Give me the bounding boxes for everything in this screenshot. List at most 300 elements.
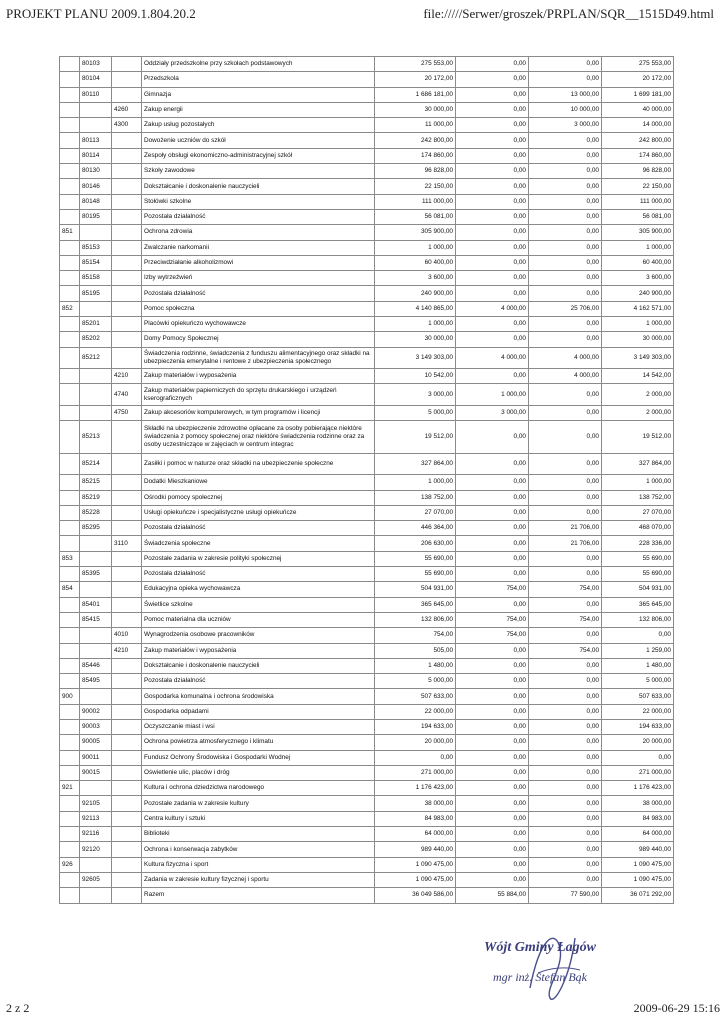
table-row <box>60 317 674 332</box>
rozdzial-cell: 85215 <box>80 475 112 490</box>
dzial-cell <box>60 842 80 857</box>
paragraf-cell: 4210 <box>112 643 142 658</box>
zmniejszenie-cell: 0,00 <box>456 453 529 475</box>
paragraf-cell <box>112 133 142 148</box>
zwiekszenie-cell: 0,00 <box>529 872 602 887</box>
paragraf-cell <box>112 689 142 704</box>
zwiekszenie-cell: 0,00 <box>529 209 602 224</box>
paragraf-cell <box>112 888 142 903</box>
plan-po-zmianach-cell: 3 600,00 <box>602 271 674 286</box>
rozdzial-cell: 90003 <box>80 719 112 734</box>
rozdzial-cell <box>80 405 112 420</box>
plan-cell: 5 000,00 <box>375 405 456 420</box>
zmniejszenie-cell: 0,00 <box>456 102 529 117</box>
plan-po-zmianach-cell: 20 000,00 <box>602 735 674 750</box>
dzial-cell <box>60 179 80 194</box>
zwiekszenie-cell: 4 000,00 <box>529 347 602 369</box>
zmniejszenie-cell: 0,00 <box>456 857 529 872</box>
paragraf-cell <box>112 490 142 505</box>
plan-po-zmianach-cell: 275 553,00 <box>602 57 674 72</box>
paragraf-cell <box>112 255 142 270</box>
dzial-cell <box>60 888 80 903</box>
plan-po-zmianach-cell: 22 000,00 <box>602 704 674 719</box>
paragraf-cell <box>112 765 142 780</box>
dzial-cell <box>60 271 80 286</box>
table-row <box>60 133 674 148</box>
plan-po-zmianach-cell: 327 864,00 <box>602 453 674 475</box>
zwiekszenie-cell: 754,00 <box>529 612 602 627</box>
zmniejszenie-cell: 0,00 <box>456 551 529 566</box>
table-row <box>60 209 674 224</box>
dzial-cell <box>60 674 80 689</box>
plan-cell: 111 000,00 <box>375 194 456 209</box>
table-row <box>60 179 674 194</box>
table-row <box>60 765 674 780</box>
dzial-cell <box>60 118 80 133</box>
plan-po-zmianach-cell: 84 983,00 <box>602 811 674 826</box>
nazwa-cell: Zakup usług pozostałych <box>142 118 375 133</box>
zwiekszenie-cell: 21 706,00 <box>529 536 602 551</box>
rozdzial-cell <box>80 225 112 240</box>
rozdzial-cell: 80113 <box>80 133 112 148</box>
dzial-cell <box>60 453 80 475</box>
dzial-cell <box>60 255 80 270</box>
zmniejszenie-cell: 0,00 <box>456 750 529 765</box>
zwiekszenie-cell: 0,00 <box>529 194 602 209</box>
zwiekszenie-cell: 13 000,00 <box>529 87 602 102</box>
plan-cell: 55 690,00 <box>375 567 456 582</box>
zwiekszenie-cell: 0,00 <box>529 857 602 872</box>
dzial-cell <box>60 384 80 406</box>
table-row <box>60 796 674 811</box>
zwiekszenie-cell: 0,00 <box>529 225 602 240</box>
zmniejszenie-cell: 0,00 <box>456 643 529 658</box>
zwiekszenie-cell: 0,00 <box>529 719 602 734</box>
rozdzial-cell: 85201 <box>80 317 112 332</box>
zmniejszenie-cell: 55 884,00 <box>456 888 529 903</box>
plan-cell: 19 512,00 <box>375 421 456 454</box>
zwiekszenie-cell: 0,00 <box>529 164 602 179</box>
zmniejszenie-cell: 754,00 <box>456 612 529 627</box>
plan-cell: 507 633,00 <box>375 689 456 704</box>
plan-po-zmianach-cell: 1 090 475,00 <box>602 857 674 872</box>
zmniejszenie-cell: 0,00 <box>456 872 529 887</box>
plan-cell: 84 983,00 <box>375 811 456 826</box>
zmniejszenie-cell: 0,00 <box>456 765 529 780</box>
table-row <box>60 490 674 505</box>
dzial-cell <box>60 612 80 627</box>
plan-cell: 64 000,00 <box>375 827 456 842</box>
dzial-cell <box>60 643 80 658</box>
table-row <box>60 674 674 689</box>
plan-cell: 56 081,00 <box>375 209 456 224</box>
plan-po-zmianach-cell: 138 752,00 <box>602 490 674 505</box>
zmniejszenie-cell: 0,00 <box>456 597 529 612</box>
nazwa-cell: Zasiłki i pomoc w naturze oraz składki na ubezpieczenie społeczne <box>142 453 375 475</box>
zmniejszenie-cell: 0,00 <box>456 827 529 842</box>
table-row <box>60 781 674 796</box>
rozdzial-cell: 90005 <box>80 735 112 750</box>
zmniejszenie-cell: 0,00 <box>456 286 529 301</box>
dzial-cell <box>60 164 80 179</box>
zmniejszenie-cell: 0,00 <box>456 811 529 826</box>
plan-po-zmianach-cell: 27 070,00 <box>602 505 674 520</box>
plan-po-zmianach-cell: 4 162 571,00 <box>602 301 674 316</box>
dzial-cell: 851 <box>60 225 80 240</box>
table-row <box>60 612 674 627</box>
zwiekszenie-cell: 0,00 <box>529 505 602 520</box>
zwiekszenie-cell: 77 590,00 <box>529 888 602 903</box>
table-row <box>60 102 674 117</box>
table-row <box>60 872 674 887</box>
zmniejszenie-cell: 0,00 <box>456 674 529 689</box>
rozdzial-cell: 80146 <box>80 179 112 194</box>
rozdzial-cell: 92105 <box>80 796 112 811</box>
zwiekszenie-cell: 0,00 <box>529 827 602 842</box>
dzial-cell <box>60 872 80 887</box>
plan-po-zmianach-cell: 1 000,00 <box>602 240 674 255</box>
table-row <box>60 888 674 903</box>
table-row <box>60 384 674 406</box>
dzial-cell <box>60 57 80 72</box>
zmniejszenie-cell: 0,00 <box>456 332 529 347</box>
zwiekszenie-cell: 21 706,00 <box>529 521 602 536</box>
table-row <box>60 225 674 240</box>
paragraf-cell <box>112 179 142 194</box>
dzial-cell <box>60 347 80 369</box>
dzial-cell <box>60 490 80 505</box>
dzial-cell <box>60 421 80 454</box>
table-row <box>60 689 674 704</box>
nazwa-cell: Kultura fizyczna i sport <box>142 857 375 872</box>
plan-po-zmianach-cell: 507 633,00 <box>602 689 674 704</box>
table-row <box>60 286 674 301</box>
table-row <box>60 536 674 551</box>
plan-po-zmianach-cell: 64 000,00 <box>602 827 674 842</box>
table-row <box>60 551 674 566</box>
paragraf-cell <box>112 347 142 369</box>
paragraf-cell: 3110 <box>112 536 142 551</box>
rozdzial-cell: 85415 <box>80 612 112 627</box>
plan-po-zmianach-cell: 989 440,00 <box>602 842 674 857</box>
dzial-cell <box>60 750 80 765</box>
zmniejszenie-cell: 3 000,00 <box>456 405 529 420</box>
paragraf-cell <box>112 827 142 842</box>
nazwa-cell: Kultura i ochrona dziedzictwa narodowego <box>142 781 375 796</box>
zwiekszenie-cell: 0,00 <box>529 271 602 286</box>
table-row <box>60 567 674 582</box>
zmniejszenie-cell: 0,00 <box>456 521 529 536</box>
zmniejszenie-cell: 0,00 <box>456 842 529 857</box>
zmniejszenie-cell: 0,00 <box>456 369 529 384</box>
plan-cell: 1 000,00 <box>375 475 456 490</box>
zmniejszenie-cell: 0,00 <box>456 658 529 673</box>
rozdzial-cell <box>80 857 112 872</box>
nazwa-cell: Świadczenia rodzinne, świadczenia z funduszu alimentacyjnego oraz składki na ubezpieczenia emerytalne i rentowe z ubezpieczenia społecznego <box>142 347 375 369</box>
nazwa-cell: Pozostała działalność <box>142 674 375 689</box>
plan-cell: 96 828,00 <box>375 164 456 179</box>
nazwa-cell: Przedszkola <box>142 72 375 87</box>
dzial-cell <box>60 332 80 347</box>
zmniejszenie-cell: 0,00 <box>456 317 529 332</box>
zwiekszenie-cell: 0,00 <box>529 453 602 475</box>
nazwa-cell: Dowożenie uczniów do szkół <box>142 133 375 148</box>
rozdzial-cell: 85214 <box>80 453 112 475</box>
dzial-cell <box>60 148 80 163</box>
plan-cell: 1 000,00 <box>375 240 456 255</box>
rozdzial-cell: 85153 <box>80 240 112 255</box>
plan-cell: 242 800,00 <box>375 133 456 148</box>
table-row <box>60 475 674 490</box>
plan-po-zmianach-cell: 240 900,00 <box>602 286 674 301</box>
header-document-title: PROJEKT PLANU 2009.1.804.20.2 <box>6 6 196 21</box>
paragraf-cell <box>112 842 142 857</box>
plan-po-zmianach-cell: 14 000,00 <box>602 118 674 133</box>
rozdzial-cell: 85213 <box>80 421 112 454</box>
nazwa-cell: Zwalczanie narkomanii <box>142 240 375 255</box>
rozdzial-cell <box>80 781 112 796</box>
zmniejszenie-cell: 0,00 <box>456 704 529 719</box>
zwiekszenie-cell: 0,00 <box>529 255 602 270</box>
zmniejszenie-cell: 0,00 <box>456 475 529 490</box>
dzial-cell <box>60 369 80 384</box>
plan-cell: 5 000,00 <box>375 674 456 689</box>
plan-cell: 30 000,00 <box>375 102 456 117</box>
plan-po-zmianach-cell: 30 000,00 <box>602 332 674 347</box>
zwiekszenie-cell: 0,00 <box>529 475 602 490</box>
plan-cell: 505,00 <box>375 643 456 658</box>
nazwa-cell: Zakup materiałów i wyposażenia <box>142 369 375 384</box>
plan-cell: 0,00 <box>375 750 456 765</box>
rozdzial-cell <box>80 369 112 384</box>
table-row <box>60 164 674 179</box>
plan-cell: 3 000,00 <box>375 384 456 406</box>
nazwa-cell: Oczyszczanie miast i wsi <box>142 719 375 734</box>
rozdzial-cell: 90002 <box>80 704 112 719</box>
rozdzial-cell <box>80 536 112 551</box>
zwiekszenie-cell: 0,00 <box>529 317 602 332</box>
nazwa-cell: Pozostałe zadania w zakresie polityki społecznej <box>142 551 375 566</box>
zmniejszenie-cell: 754,00 <box>456 582 529 597</box>
rozdzial-cell <box>80 628 112 643</box>
plan-po-zmianach-cell: 174 860,00 <box>602 148 674 163</box>
plan-po-zmianach-cell: 111 000,00 <box>602 194 674 209</box>
nazwa-cell: Pomoc społeczna <box>142 301 375 316</box>
rozdzial-cell: 85158 <box>80 271 112 286</box>
rozdzial-cell: 85401 <box>80 597 112 612</box>
table-row <box>60 118 674 133</box>
plan-po-zmianach-cell: 55 690,00 <box>602 567 674 582</box>
paragraf-cell <box>112 475 142 490</box>
table-row <box>60 347 674 369</box>
plan-cell: 3 600,00 <box>375 271 456 286</box>
plan-cell: 11 000,00 <box>375 118 456 133</box>
table-row <box>60 72 674 87</box>
rozdzial-cell <box>80 102 112 117</box>
rozdzial-cell: 80195 <box>80 209 112 224</box>
paragraf-cell <box>112 719 142 734</box>
plan-cell: 1 176 423,00 <box>375 781 456 796</box>
rozdzial-cell: 92116 <box>80 827 112 842</box>
paragraf-cell <box>112 857 142 872</box>
plan-po-zmianach-cell: 22 150,00 <box>602 179 674 194</box>
nazwa-cell: Składki na ubezpieczenie zdrowotne opłacane za osoby pobierające niektóre świadczenia z pomocy społecznej oraz niektóre świadczenia rodzinne oraz za osoby uczestniczące w zajęciach w centrum integrac <box>142 421 375 454</box>
paragraf-cell <box>112 582 142 597</box>
paragraf-cell <box>112 164 142 179</box>
plan-cell: 275 553,00 <box>375 57 456 72</box>
plan-cell: 27 070,00 <box>375 505 456 520</box>
rozdzial-cell: 80104 <box>80 72 112 87</box>
plan-po-zmianach-cell: 96 828,00 <box>602 164 674 179</box>
paragraf-cell <box>112 72 142 87</box>
plan-cell: 22 150,00 <box>375 179 456 194</box>
dzial-cell <box>60 505 80 520</box>
plan-cell: 206 630,00 <box>375 536 456 551</box>
paragraf-cell <box>112 209 142 224</box>
paragraf-cell: 4260 <box>112 102 142 117</box>
dzial-cell <box>60 317 80 332</box>
zwiekszenie-cell: 0,00 <box>529 628 602 643</box>
dzial-cell <box>60 597 80 612</box>
nazwa-cell: Dokształcanie i doskonalenie nauczycieli <box>142 179 375 194</box>
zwiekszenie-cell: 0,00 <box>529 405 602 420</box>
dzial-cell: 921 <box>60 781 80 796</box>
zmniejszenie-cell: 0,00 <box>456 255 529 270</box>
nazwa-cell: Pomoc materialna dla uczniów <box>142 612 375 627</box>
table-row <box>60 658 674 673</box>
zwiekszenie-cell: 0,00 <box>529 57 602 72</box>
nazwa-cell: Świetlice szkolne <box>142 597 375 612</box>
plan-po-zmianach-cell: 36 071 292,00 <box>602 888 674 903</box>
plan-cell: 1 480,00 <box>375 658 456 673</box>
zmniejszenie-cell: 4 000,00 <box>456 347 529 369</box>
paragraf-cell <box>112 781 142 796</box>
plan-cell: 132 806,00 <box>375 612 456 627</box>
nazwa-cell: Zakup akcesoriów komputerowych, w tym programów i licencji <box>142 405 375 420</box>
rozdzial-cell: 85219 <box>80 490 112 505</box>
nazwa-cell: Edukacyjna opieka wychowawcza <box>142 582 375 597</box>
paragraf-cell: 4750 <box>112 405 142 420</box>
nazwa-cell: Oświetlenie ulic, placów i dróg <box>142 765 375 780</box>
nazwa-cell: Wynagrodzenia osobowe pracowników <box>142 628 375 643</box>
nazwa-cell: Pozostała działalność <box>142 286 375 301</box>
plan-cell: 754,00 <box>375 628 456 643</box>
zmniejszenie-cell: 0,00 <box>456 536 529 551</box>
table-row <box>60 750 674 765</box>
dzial-cell <box>60 475 80 490</box>
table-row <box>60 842 674 857</box>
rozdzial-cell: 85195 <box>80 286 112 301</box>
signature-title: Wójt Gminy Łagów <box>483 940 596 955</box>
zmniejszenie-cell: 0,00 <box>456 209 529 224</box>
paragraf-cell <box>112 225 142 240</box>
table-row <box>60 194 674 209</box>
table-row <box>60 735 674 750</box>
zwiekszenie-cell: 754,00 <box>529 582 602 597</box>
dzial-cell: 854 <box>60 582 80 597</box>
zmniejszenie-cell: 0,00 <box>456 240 529 255</box>
plan-po-zmianach-cell: 1 176 423,00 <box>602 781 674 796</box>
zmniejszenie-cell: 0,00 <box>456 567 529 582</box>
plan-cell: 10 542,00 <box>375 369 456 384</box>
plan-cell: 989 440,00 <box>375 842 456 857</box>
dzial-cell <box>60 87 80 102</box>
dzial-cell: 926 <box>60 857 80 872</box>
plan-po-zmianach-cell: 305 900,00 <box>602 225 674 240</box>
plan-po-zmianach-cell: 271 000,00 <box>602 765 674 780</box>
dzial-cell <box>60 521 80 536</box>
nazwa-cell: Biblioteki <box>142 827 375 842</box>
plan-po-zmianach-cell: 0,00 <box>602 628 674 643</box>
paragraf-cell <box>112 735 142 750</box>
rozdzial-cell <box>80 643 112 658</box>
nazwa-cell: Zadania w zakresie kultury fizycznej i sportu <box>142 872 375 887</box>
zwiekszenie-cell: 0,00 <box>529 551 602 566</box>
zwiekszenie-cell: 0,00 <box>529 133 602 148</box>
plan-cell: 174 860,00 <box>375 148 456 163</box>
nazwa-cell: Usługi opiekuńcze i specjalistyczne usługi opiekuńcze <box>142 505 375 520</box>
plan-po-zmianach-cell: 5 000,00 <box>602 674 674 689</box>
zwiekszenie-cell: 0,00 <box>529 490 602 505</box>
zwiekszenie-cell: 0,00 <box>529 811 602 826</box>
nazwa-cell: Fundusz Ochrony Środowiska i Gospodarki Wodnej <box>142 750 375 765</box>
plan-po-zmianach-cell: 194 633,00 <box>602 719 674 734</box>
plan-po-zmianach-cell: 2 000,00 <box>602 384 674 406</box>
rozdzial-cell <box>80 301 112 316</box>
rozdzial-cell <box>80 551 112 566</box>
plan-cell: 38 000,00 <box>375 796 456 811</box>
paragraf-cell <box>112 505 142 520</box>
rozdzial-cell: 85228 <box>80 505 112 520</box>
plan-cell: 1 686 181,00 <box>375 87 456 102</box>
table-row <box>60 421 674 454</box>
zmniejszenie-cell: 0,00 <box>456 133 529 148</box>
paragraf-cell <box>112 612 142 627</box>
paragraf-cell <box>112 240 142 255</box>
rozdzial-cell <box>80 689 112 704</box>
plan-po-zmianach-cell: 14 542,00 <box>602 369 674 384</box>
plan-po-zmianach-cell: 38 000,00 <box>602 796 674 811</box>
plan-cell: 240 900,00 <box>375 286 456 301</box>
nazwa-cell: Ochrona zdrowia <box>142 225 375 240</box>
nazwa-cell: Świadczenia społeczne <box>142 536 375 551</box>
plan-cell: 365 645,00 <box>375 597 456 612</box>
nazwa-cell: Ośrodki pomocy społecznej <box>142 490 375 505</box>
dzial-cell <box>60 72 80 87</box>
dzial-cell <box>60 209 80 224</box>
plan-cell: 1 090 475,00 <box>375 872 456 887</box>
zmniejszenie-cell: 4 000,00 <box>456 301 529 316</box>
nazwa-cell: Razem <box>142 888 375 903</box>
plan-cell: 1 090 475,00 <box>375 857 456 872</box>
footer-page-number: 2 z 2 <box>6 1001 30 1015</box>
paragraf-cell <box>112 148 142 163</box>
table-row <box>60 240 674 255</box>
nazwa-cell: Placówki opiekuńczo wychowawcze <box>142 317 375 332</box>
footer-datetime: 2009-06-29 15:16 <box>633 1001 720 1015</box>
nazwa-cell: Szkoły zawodowe <box>142 164 375 179</box>
nazwa-cell: Stołówki szkolne <box>142 194 375 209</box>
nazwa-cell: Przeciwdziałanie alkoholizmowi <box>142 255 375 270</box>
paragraf-cell <box>112 567 142 582</box>
nazwa-cell: Pozostała działalność <box>142 521 375 536</box>
table-row <box>60 597 674 612</box>
paragraf-cell <box>112 332 142 347</box>
plan-po-zmianach-cell: 228 336,00 <box>602 536 674 551</box>
rozdzial-cell: 85154 <box>80 255 112 270</box>
nazwa-cell: Ochrona powietrza atmosferycznego i klimatu <box>142 735 375 750</box>
zmniejszenie-cell: 0,00 <box>456 179 529 194</box>
